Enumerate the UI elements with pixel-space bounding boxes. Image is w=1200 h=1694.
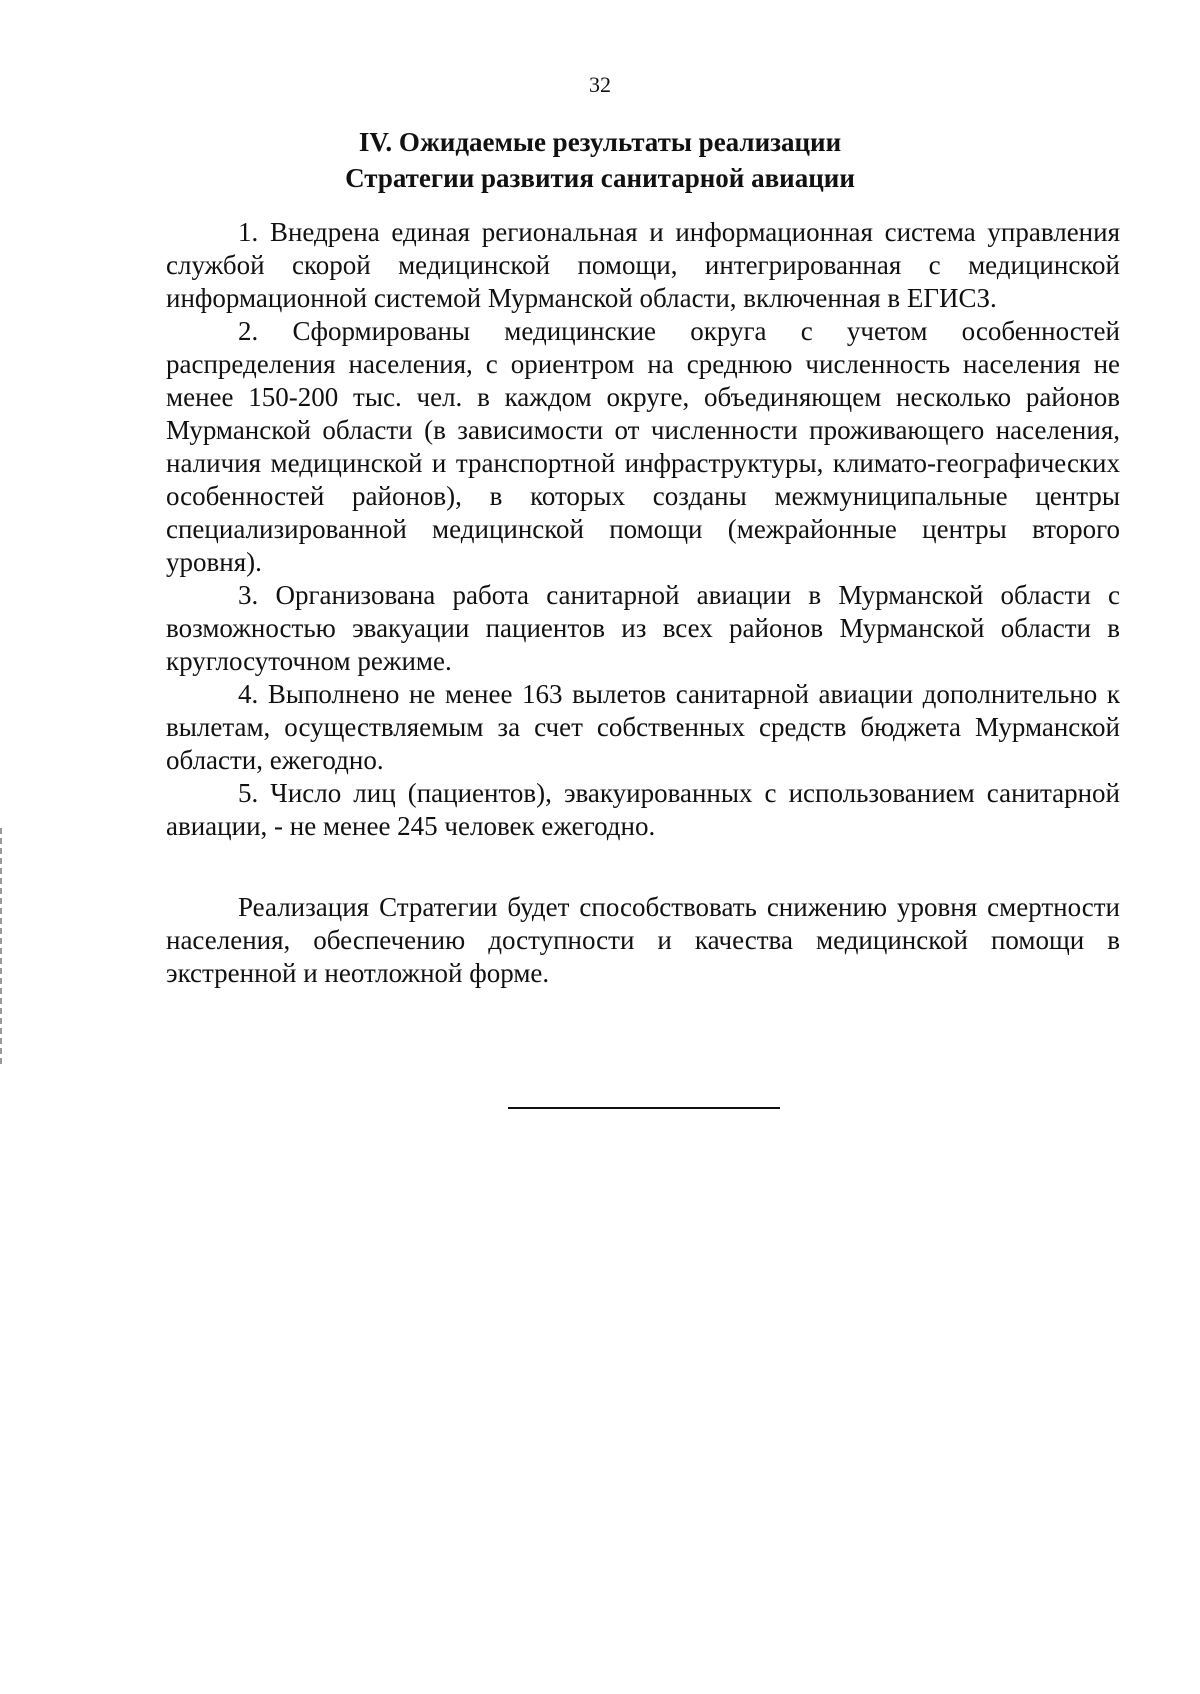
result-item-5: 5. Число лиц (пациентов), эвакуированных с использованием санитарной авиации, - не менее 245 человек ежегодно. [166,778,1120,841]
result-item-3: 3. Организована работа санитарной авиации в Мурманской области с возможностью эвакуации пациентов из всех районов Мурманской области в круглосуточном режиме. [166,580,1120,676]
conclusion-paragraph: Реализация Стратегии будет способствовать снижению уровня смертности населения, обеспечению доступности и качества медицинской помощи в экстренной и неотложной форме. [166,892,1120,988]
scan-edge-mark [0,828,2,1068]
heading-line-2: Стратегии развития санитарной авиации [345,163,855,193]
heading-line-1: IV. Ожидаемые результаты реализации [358,127,842,157]
document-body [166,216,1120,990]
result-item-2: 2. Сформированы медицинские округа с учетом особенностей распределения населения, с ориентром на среднюю численность населения не менее 150-200 тыс. чел. в каждом округе, объединяющем несколько районов Мурманской области (в зависимости от численности проживающего населения, наличия медицинской и транспортной инфраструктуры, климато-географических особенностей районов), в которых созданы межмуниципальные центры специализированной медицинской помощи (межрайонные центры второго уровня). [166,316,1120,577]
result-item-1: 1. Внедрена единая региональная и информационная система управления службой скорой медицинской помощи, интегрированная с медицинской информационной системой Мурманской области, включенная в ЕГИСЗ. [166,217,1120,313]
section-heading [0,124,1200,196]
closing-rule [508,1107,780,1109]
result-item-4: 4. Выполнено не менее 163 вылетов санитарной авиации дополнительно к вылетам, осуществляемым за счет собственных средств бюджета Мурманской области, ежегодно. [166,679,1120,775]
page-number: 32 [589,72,611,97]
